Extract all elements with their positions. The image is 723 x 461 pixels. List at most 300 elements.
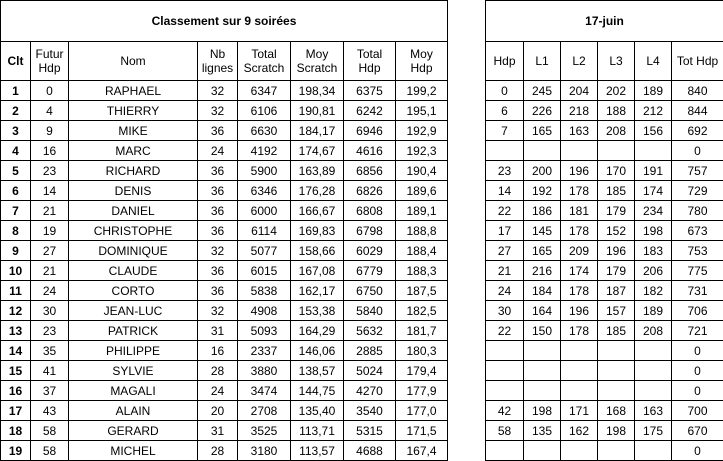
header-l3: L3 — [598, 42, 635, 81]
cell-moy-scratch: 153,38 — [291, 301, 344, 321]
table-row — [486, 401, 723, 421]
cell-tot-hdp: 706 — [672, 301, 723, 321]
cell-hdp: 22 — [486, 201, 524, 221]
cell-l1 — [524, 141, 561, 161]
header-line-1: Moy — [305, 47, 329, 61]
cell-total-hdp: 6808 — [344, 201, 396, 221]
header-futur-hdp — [31, 42, 69, 81]
cell-total-hdp: 5024 — [344, 361, 396, 381]
cell-nb-lignes: 28 — [198, 361, 238, 381]
cell-total-scratch: 6630 — [238, 121, 291, 141]
cell-nb-lignes: 31 — [198, 321, 238, 341]
table-row — [1, 201, 448, 221]
cell-tot-hdp: 775 — [672, 261, 723, 281]
cell-futur-hdp: 23 — [31, 161, 69, 181]
cell-clt: 5 — [1, 161, 31, 181]
cell-moy-scratch: 163,89 — [291, 161, 344, 181]
cell-hdp: 17 — [486, 221, 524, 241]
cell-futur-hdp: 35 — [31, 341, 69, 361]
cell-l4: 174 — [635, 181, 672, 201]
cell-nom: CLAUDE — [69, 261, 198, 281]
cell-l3 — [598, 341, 635, 361]
cell-tot-hdp: 0 — [672, 361, 723, 381]
cell-clt: 13 — [1, 321, 31, 341]
cell-futur-hdp: 21 — [31, 201, 69, 221]
header-line-2: Scratch — [296, 61, 338, 75]
cell-l3: 208 — [598, 121, 635, 141]
cell-l1 — [524, 341, 561, 361]
cell-moy-scratch: 135,40 — [291, 401, 344, 421]
table-row — [1, 141, 448, 161]
cell-tot-hdp: 721 — [672, 321, 723, 341]
cell-moy-scratch: 162,17 — [291, 281, 344, 301]
table-row — [1, 341, 448, 361]
cell-nom: RICHARD — [69, 161, 198, 181]
cell-l4: 208 — [635, 321, 672, 341]
cell-moy-scratch: 176,28 — [291, 181, 344, 201]
table-row — [1, 281, 448, 301]
table-row — [486, 161, 723, 181]
cell-l3 — [598, 441, 635, 461]
header-l4: L4 — [635, 42, 672, 81]
cell-clt: 11 — [1, 281, 31, 301]
cell-l4 — [635, 141, 672, 161]
cell-moy-hdp: 192,3 — [396, 141, 448, 161]
cell-l3: 170 — [598, 161, 635, 181]
header-hdp: Hdp — [486, 42, 524, 81]
table-row — [486, 301, 723, 321]
table-row — [1, 221, 448, 241]
cell-l2: 218 — [561, 101, 598, 121]
table-row — [486, 361, 723, 381]
cell-l4: 156 — [635, 121, 672, 141]
cell-total-hdp: 6826 — [344, 181, 396, 201]
cell-l3: 187 — [598, 281, 635, 301]
cell-tot-hdp: 840 — [672, 81, 723, 101]
table-row — [1, 241, 448, 261]
cell-l1: 135 — [524, 421, 561, 441]
cell-total-scratch: 5077 — [238, 241, 291, 261]
cell-nb-lignes: 28 — [198, 441, 238, 461]
table-row — [486, 381, 723, 401]
cell-l1: 198 — [524, 401, 561, 421]
cell-futur-hdp: 14 — [31, 181, 69, 201]
table-row — [486, 241, 723, 261]
cell-futur-hdp: 30 — [31, 301, 69, 321]
cell-moy-hdp: 180,3 — [396, 341, 448, 361]
cell-total-scratch: 3180 — [238, 441, 291, 461]
cell-l4: 189 — [635, 81, 672, 101]
cell-moy-hdp: 181,7 — [396, 321, 448, 341]
cell-nb-lignes: 36 — [198, 281, 238, 301]
header-line-1: Futur — [35, 47, 64, 61]
cell-total-hdp: 4688 — [344, 441, 396, 461]
cell-l4: 212 — [635, 101, 672, 121]
cell-l2: 178 — [561, 281, 598, 301]
cell-tot-hdp: 731 — [672, 281, 723, 301]
cell-l2: 209 — [561, 241, 598, 261]
cell-moy-hdp: 195,1 — [396, 101, 448, 121]
cell-l4: 183 — [635, 241, 672, 261]
table-row — [1, 161, 448, 181]
cell-clt: 16 — [1, 381, 31, 401]
header-line-2: Hdp — [410, 61, 433, 75]
cell-nb-lignes: 36 — [198, 261, 238, 281]
cell-tot-hdp: 753 — [672, 241, 723, 261]
cell-nb-lignes: 36 — [198, 161, 238, 181]
cell-nom: DOMINIQUE — [69, 241, 198, 261]
evening-title: 17-juin — [486, 1, 723, 42]
cell-total-scratch: 6000 — [238, 201, 291, 221]
cell-l2 — [561, 141, 598, 161]
cell-nom: ALAIN — [69, 401, 198, 421]
cell-hdp: 14 — [486, 181, 524, 201]
cell-l1: 184 — [524, 281, 561, 301]
table-row — [486, 141, 723, 161]
cell-l1: 192 — [524, 181, 561, 201]
cell-l1: 145 — [524, 221, 561, 241]
cell-total-hdp: 3540 — [344, 401, 396, 421]
header-l2: L2 — [561, 42, 598, 81]
cell-nb-lignes: 24 — [198, 381, 238, 401]
cell-futur-hdp: 9 — [31, 121, 69, 141]
cell-total-scratch: 4192 — [238, 141, 291, 161]
cell-l4 — [635, 361, 672, 381]
header-moy-scratch — [291, 42, 344, 81]
cell-futur-hdp: 27 — [31, 241, 69, 261]
cell-nom: MICHEL — [69, 441, 198, 461]
cell-hdp: 30 — [486, 301, 524, 321]
cell-l2: 181 — [561, 201, 598, 221]
evening-scores-table — [485, 0, 723, 461]
table-row — [1, 441, 448, 461]
cell-hdp: 42 — [486, 401, 524, 421]
cell-moy-scratch: 164,29 — [291, 321, 344, 341]
cell-moy-hdp: 189,6 — [396, 181, 448, 201]
cell-l3: 168 — [598, 401, 635, 421]
cell-clt: 12 — [1, 301, 31, 321]
cell-l1: 226 — [524, 101, 561, 121]
cell-tot-hdp: 780 — [672, 201, 723, 221]
cell-futur-hdp: 58 — [31, 421, 69, 441]
cell-l4 — [635, 441, 672, 461]
table-row — [1, 321, 448, 341]
cell-moy-scratch: 158,66 — [291, 241, 344, 261]
cell-tot-hdp: 0 — [672, 141, 723, 161]
table-row — [1, 361, 448, 381]
cell-total-scratch: 6346 — [238, 181, 291, 201]
cell-l1: 150 — [524, 321, 561, 341]
cell-total-hdp: 6798 — [344, 221, 396, 241]
cell-l2: 171 — [561, 401, 598, 421]
cell-hdp — [486, 141, 524, 161]
header-line-2: Hdp — [38, 61, 61, 75]
ranking-title: Classement sur 9 soirées — [1, 1, 448, 42]
cell-l4 — [635, 341, 672, 361]
cell-futur-hdp: 19 — [31, 221, 69, 241]
cell-nom: SYLVIE — [69, 361, 198, 381]
cell-total-hdp: 4616 — [344, 141, 396, 161]
cell-nb-lignes: 20 — [198, 401, 238, 421]
cell-nom: THIERRY — [69, 101, 198, 121]
cell-nom: PHILIPPE — [69, 341, 198, 361]
cell-tot-hdp: 0 — [672, 341, 723, 361]
header-total-hdp — [344, 42, 396, 81]
cell-moy-scratch: 144,75 — [291, 381, 344, 401]
cell-l2 — [561, 341, 598, 361]
cell-l3: 196 — [598, 241, 635, 261]
cell-hdp: 27 — [486, 241, 524, 261]
header-nb-lignes — [198, 42, 238, 81]
table-row — [1, 261, 448, 281]
cell-total-hdp: 6242 — [344, 101, 396, 121]
cell-moy-hdp: 187,5 — [396, 281, 448, 301]
cell-moy-hdp: 167,4 — [396, 441, 448, 461]
cell-l2: 178 — [561, 221, 598, 241]
header-nom — [69, 42, 198, 81]
table-row — [486, 121, 723, 141]
cell-moy-scratch: 167,08 — [291, 261, 344, 281]
cell-moy-scratch: 190,81 — [291, 101, 344, 121]
cell-moy-scratch: 113,71 — [291, 421, 344, 441]
cell-futur-hdp: 21 — [31, 261, 69, 281]
table-row — [486, 201, 723, 221]
cell-total-scratch: 5838 — [238, 281, 291, 301]
cell-hdp: 23 — [486, 161, 524, 181]
cell-nb-lignes: 32 — [198, 301, 238, 321]
header-total-scratch — [238, 42, 291, 81]
cell-moy-hdp: 199,2 — [396, 81, 448, 101]
header-line-2: lignes — [201, 61, 234, 75]
cell-l1 — [524, 381, 561, 401]
header-tot-hdp: Tot Hdp — [672, 42, 723, 81]
cell-total-scratch: 4908 — [238, 301, 291, 321]
cell-total-scratch: 2337 — [238, 341, 291, 361]
cell-l1: 216 — [524, 261, 561, 281]
cell-nom: DANIEL — [69, 201, 198, 221]
cell-moy-scratch: 169,83 — [291, 221, 344, 241]
table-row — [486, 441, 723, 461]
cell-total-hdp: 6375 — [344, 81, 396, 101]
cell-l1: 186 — [524, 201, 561, 221]
header-line-1: Nom — [120, 54, 146, 68]
cell-l1: 245 — [524, 81, 561, 101]
cell-l3: 188 — [598, 101, 635, 121]
cell-total-scratch: 3525 — [238, 421, 291, 441]
cell-l2: 162 — [561, 421, 598, 441]
cell-hdp — [486, 381, 524, 401]
cell-moy-hdp: 192,9 — [396, 121, 448, 141]
cell-l3: 185 — [598, 321, 635, 341]
cell-tot-hdp: 0 — [672, 381, 723, 401]
cell-clt: 6 — [1, 181, 31, 201]
table-row — [486, 281, 723, 301]
cell-l3: 152 — [598, 221, 635, 241]
cell-l3: 157 — [598, 301, 635, 321]
table-row — [1, 81, 448, 101]
cell-total-hdp: 6029 — [344, 241, 396, 261]
cell-l2: 196 — [561, 161, 598, 181]
cell-total-hdp: 6779 — [344, 261, 396, 281]
cell-l2: 174 — [561, 261, 598, 281]
cell-nom: MAGALI — [69, 381, 198, 401]
table-row — [1, 301, 448, 321]
table-row — [486, 81, 723, 101]
cell-total-hdp: 5632 — [344, 321, 396, 341]
cell-total-hdp: 2885 — [344, 341, 396, 361]
cell-tot-hdp: 844 — [672, 101, 723, 121]
cell-moy-hdp: 182,5 — [396, 301, 448, 321]
cell-l2: 204 — [561, 81, 598, 101]
cell-clt: 10 — [1, 261, 31, 281]
cell-nom: GERARD — [69, 421, 198, 441]
cell-clt: 1 — [1, 81, 31, 101]
cell-futur-hdp: 43 — [31, 401, 69, 421]
cell-clt: 15 — [1, 361, 31, 381]
cell-moy-hdp: 189,1 — [396, 201, 448, 221]
cell-futur-hdp: 58 — [31, 441, 69, 461]
cell-clt: 8 — [1, 221, 31, 241]
cell-total-scratch: 3880 — [238, 361, 291, 381]
cell-nom: MARC — [69, 141, 198, 161]
cell-nb-lignes: 36 — [198, 181, 238, 201]
cell-l2 — [561, 441, 598, 461]
cell-total-hdp: 6946 — [344, 121, 396, 141]
cell-total-hdp: 6856 — [344, 161, 396, 181]
cell-moy-hdp: 179,4 — [396, 361, 448, 381]
table-row — [486, 421, 723, 441]
cell-l1 — [524, 441, 561, 461]
cell-nom: PATRICK — [69, 321, 198, 341]
cell-total-scratch: 6106 — [238, 101, 291, 121]
cell-nb-lignes: 32 — [198, 101, 238, 121]
cell-total-hdp: 5315 — [344, 421, 396, 441]
cell-hdp: 21 — [486, 261, 524, 281]
table-row — [486, 341, 723, 361]
cell-l4: 163 — [635, 401, 672, 421]
cell-total-scratch: 3474 — [238, 381, 291, 401]
cell-moy-scratch: 138,57 — [291, 361, 344, 381]
table-row — [486, 181, 723, 201]
cell-l1: 165 — [524, 241, 561, 261]
cell-nb-lignes: 36 — [198, 201, 238, 221]
cell-l4: 189 — [635, 301, 672, 321]
header-clt — [1, 42, 31, 81]
cell-l3: 179 — [598, 261, 635, 281]
cell-hdp — [486, 341, 524, 361]
cell-clt: 14 — [1, 341, 31, 361]
cell-tot-hdp: 0 — [672, 441, 723, 461]
cell-nb-lignes: 32 — [198, 241, 238, 261]
cell-hdp: 24 — [486, 281, 524, 301]
cell-moy-scratch: 146,06 — [291, 341, 344, 361]
cell-hdp: 0 — [486, 81, 524, 101]
cell-nom: CHRISTOPHE — [69, 221, 198, 241]
cell-total-scratch: 6347 — [238, 81, 291, 101]
cell-l4: 234 — [635, 201, 672, 221]
header-line-2: Hdp — [358, 61, 381, 75]
cell-total-hdp: 5840 — [344, 301, 396, 321]
cell-hdp: 22 — [486, 321, 524, 341]
cell-clt: 7 — [1, 201, 31, 221]
header-row — [486, 42, 723, 81]
cell-total-scratch: 2708 — [238, 401, 291, 421]
cell-clt: 19 — [1, 441, 31, 461]
cell-l2: 196 — [561, 301, 598, 321]
cell-l3 — [598, 381, 635, 401]
cell-clt: 4 — [1, 141, 31, 161]
cell-tot-hdp: 692 — [672, 121, 723, 141]
cell-l3: 202 — [598, 81, 635, 101]
header-line-1: Clt — [7, 54, 24, 68]
cell-l3 — [598, 361, 635, 381]
cell-nom: JEAN-LUC — [69, 301, 198, 321]
cell-clt: 17 — [1, 401, 31, 421]
cell-nb-lignes: 36 — [198, 221, 238, 241]
cell-l3 — [598, 141, 635, 161]
cell-l2 — [561, 361, 598, 381]
cell-total-scratch: 5900 — [238, 161, 291, 181]
cell-l1: 164 — [524, 301, 561, 321]
cell-l4: 175 — [635, 421, 672, 441]
cell-moy-hdp: 188,4 — [396, 241, 448, 261]
cell-l2: 163 — [561, 121, 598, 141]
cell-l4: 182 — [635, 281, 672, 301]
table-row — [486, 101, 723, 121]
cell-futur-hdp: 0 — [31, 81, 69, 101]
title-row — [486, 1, 723, 42]
cell-moy-hdp: 171,5 — [396, 421, 448, 441]
cell-hdp — [486, 441, 524, 461]
cell-nb-lignes: 31 — [198, 421, 238, 441]
table-row — [1, 181, 448, 201]
header-line-1: Total — [356, 47, 383, 61]
cell-l4: 206 — [635, 261, 672, 281]
cell-moy-scratch: 174,67 — [291, 141, 344, 161]
cell-hdp: 7 — [486, 121, 524, 141]
cell-moy-hdp: 177,9 — [396, 381, 448, 401]
cell-l3: 179 — [598, 201, 635, 221]
table-row — [486, 321, 723, 341]
table-row — [1, 381, 448, 401]
cell-futur-hdp: 37 — [31, 381, 69, 401]
cell-l4 — [635, 381, 672, 401]
cell-clt: 3 — [1, 121, 31, 141]
cell-moy-hdp: 177,0 — [396, 401, 448, 421]
header-moy-hdp — [396, 42, 448, 81]
cell-moy-scratch: 166,67 — [291, 201, 344, 221]
cell-moy-scratch: 184,17 — [291, 121, 344, 141]
cell-total-hdp: 6750 — [344, 281, 396, 301]
cell-nb-lignes: 32 — [198, 81, 238, 101]
cell-tot-hdp: 757 — [672, 161, 723, 181]
table-row — [1, 401, 448, 421]
cell-futur-hdp: 41 — [31, 361, 69, 381]
header-line-1: Moy — [410, 47, 433, 61]
cell-nom: CORTO — [69, 281, 198, 301]
cell-moy-hdp: 188,8 — [396, 221, 448, 241]
cell-clt: 18 — [1, 421, 31, 441]
cell-moy-hdp: 190,4 — [396, 161, 448, 181]
cell-hdp — [486, 361, 524, 381]
cell-l1: 200 — [524, 161, 561, 181]
cell-futur-hdp: 24 — [31, 281, 69, 301]
cell-total-scratch: 5093 — [238, 321, 291, 341]
cell-hdp: 58 — [486, 421, 524, 441]
title-row — [1, 1, 448, 42]
cell-tot-hdp: 673 — [672, 221, 723, 241]
cell-total-scratch: 6015 — [238, 261, 291, 281]
